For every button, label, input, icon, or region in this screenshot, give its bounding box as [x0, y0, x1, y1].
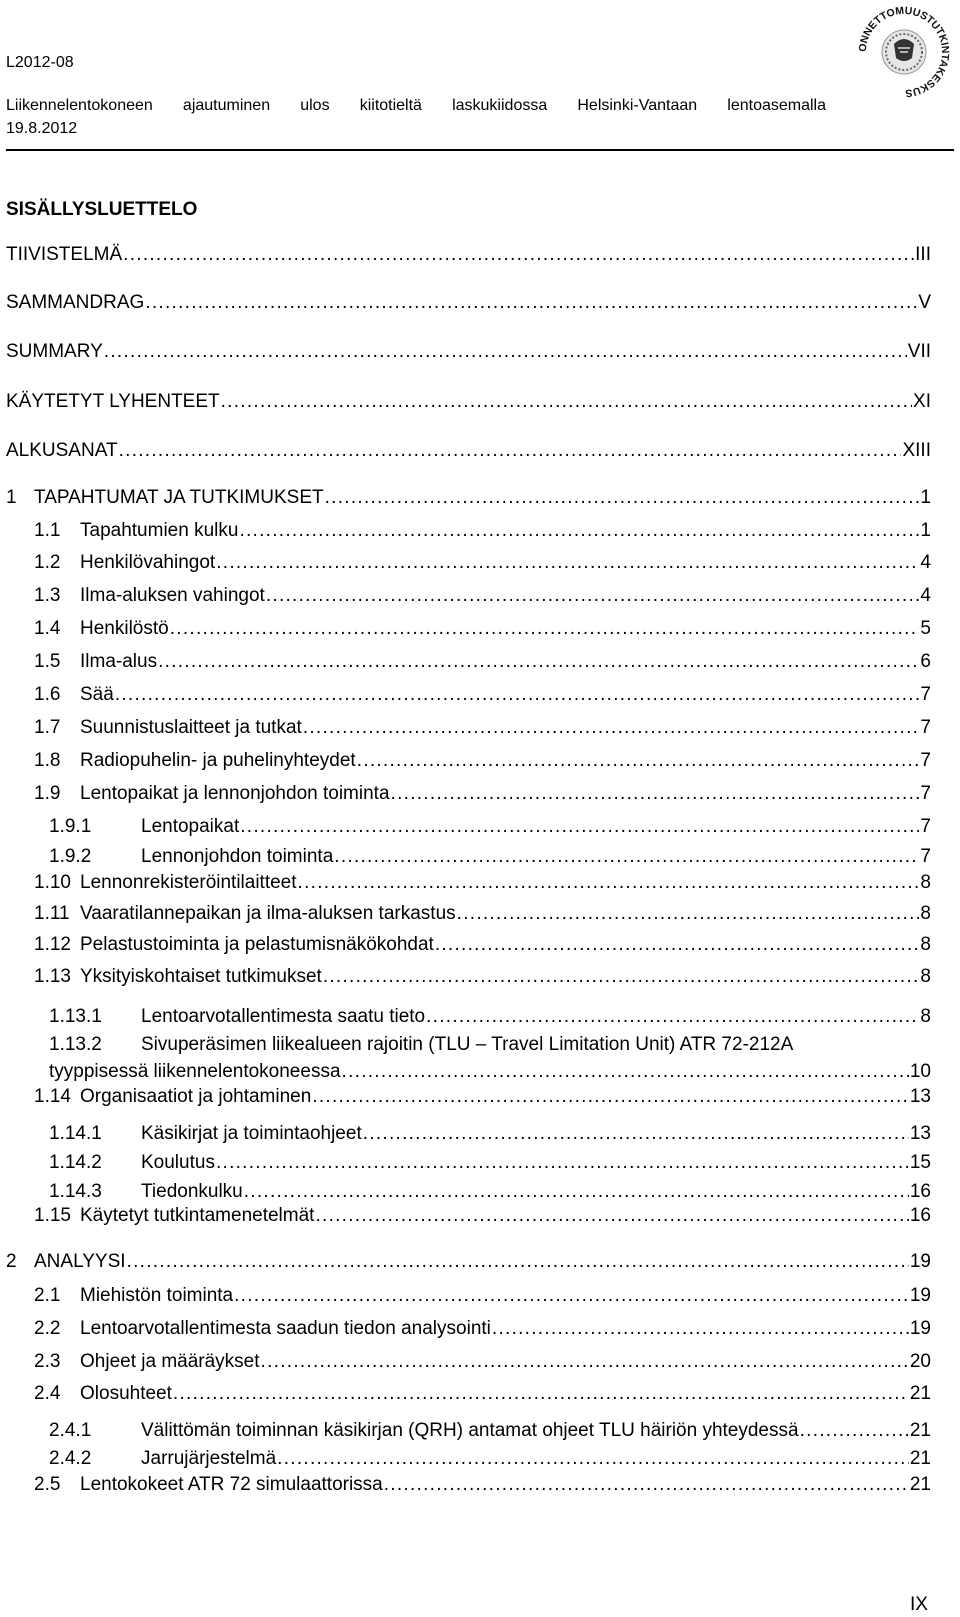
toc-leader-dots [239, 519, 919, 543]
toc-entry-text: Lentopaikat [141, 816, 240, 837]
toc-entry[interactable] [0, 1317, 960, 1341]
toc-leader-dots [357, 749, 920, 773]
toc-entry-text: TAPAHTUMAT JA TUTKIMUKSET [34, 487, 324, 508]
toc-entry[interactable] [0, 390, 960, 414]
toc-entry-page: 21 [909, 1448, 931, 1469]
toc-entry-page: 13 [909, 1086, 931, 1107]
toc-entry-number: 2.4.2 [49, 1448, 92, 1469]
toc-entry-title [49, 1033, 929, 1057]
toc-entry[interactable] [0, 1382, 960, 1406]
toc-entry-number: 1.1 [34, 520, 61, 541]
toc-entry-text: Radiopuhelin- ja puhelinyhteydet [80, 750, 356, 771]
toc-leader-dots [216, 551, 919, 575]
toc-entry-number: 1.5 [34, 651, 61, 672]
toc-entry-number: 1.9 [34, 783, 61, 804]
toc-entry[interactable] [0, 1180, 960, 1204]
toc-entry[interactable] [0, 933, 960, 957]
toc-leader-dots [104, 340, 907, 364]
toc-entry-text: Henkilöstö [80, 618, 169, 639]
toc-entry-number: 1.11 [34, 903, 70, 924]
toc-leader-dots [216, 1151, 909, 1175]
toc-entry[interactable] [0, 291, 960, 315]
toc-entry-page: 8 [920, 934, 931, 955]
toc-entry-page: XIII [902, 440, 931, 461]
toc-entry-page: 1 [920, 487, 931, 508]
toc-entry[interactable] [0, 1005, 960, 1029]
toc-entry-text: Olosuhteet [80, 1383, 172, 1404]
toc-entry-page: 19 [909, 1318, 931, 1339]
toc-entry[interactable] [0, 1085, 960, 1109]
toc-leader-dots [240, 815, 919, 839]
toc-entry-number: 1.13.2 [49, 1034, 102, 1055]
toc-entry-page: 19 [909, 1251, 931, 1272]
toc-leader-dots [384, 1473, 909, 1497]
toc-entry-number: 2.3 [34, 1351, 61, 1372]
toc-entry-number: 1.8 [34, 750, 61, 771]
toc-entry[interactable] [0, 902, 960, 926]
toc-entry[interactable] [0, 340, 960, 364]
toc-entry-page: 8 [920, 872, 931, 893]
toc-entry[interactable] [0, 749, 960, 773]
toc-leader-dots [277, 1447, 909, 1471]
toc-entry-page: III [915, 244, 931, 265]
toc-entry-text: Ilma-alus [80, 651, 158, 672]
toc-entry-number: 1.15 [34, 1205, 71, 1226]
toc-entry-number: 2.4.1 [49, 1420, 92, 1441]
toc-entry-text: Käytetyt tutkintamenetelmät [80, 1205, 315, 1226]
toc-entry[interactable] [0, 519, 960, 543]
toc-entry-number: 1.7 [34, 717, 61, 738]
toc-entry-number: 1 [6, 487, 17, 508]
toc-leader-dots [303, 716, 920, 740]
toc-entry-text: Ilma-aluksen vahingot [80, 585, 265, 606]
toc-entry-text: Koulutus [141, 1152, 215, 1173]
toc-entry-page: 7 [920, 816, 931, 837]
toc-entry[interactable] [0, 1473, 960, 1497]
toc-entry[interactable] [0, 965, 960, 989]
toc-entry-text: Lentoarvotallentimesta saadun tiedon analysointi [80, 1318, 491, 1339]
toc-entry-number: 1.12 [34, 934, 71, 955]
toc-entry-number: 1.14 [34, 1086, 71, 1107]
toc-entry-text: Lennonrekisteröintilaitteet [80, 872, 297, 893]
toc-entry-page: 6 [920, 651, 931, 672]
toc-entry-text: Lentoarvotallentimesta saatu tieto [141, 1006, 426, 1027]
toc-entry-page: 7 [920, 750, 931, 771]
toc-entry[interactable] [0, 683, 960, 707]
toc-entry-text: ANALYYSI [34, 1251, 126, 1272]
toc-entry-page: XI [913, 391, 931, 412]
toc-entry-page: 21 [909, 1474, 931, 1495]
toc-leader-dots [173, 1382, 909, 1406]
toc-entry-page: 19 [909, 1285, 931, 1306]
toc-leader-dots [323, 965, 920, 989]
toc-entry-page: VII [907, 341, 931, 362]
toc-leader-dots [266, 584, 920, 608]
toc-leader-dots [244, 1180, 909, 1204]
toc-entry-number: 2.5 [34, 1474, 61, 1495]
toc-entry-text: Organisaatiot ja johtaminen [80, 1086, 312, 1107]
toc-entry-number: 1.13 [34, 966, 71, 987]
toc-leader-dots [315, 1204, 908, 1228]
toc-entry-number: 1.6 [34, 684, 61, 705]
toc-leader-dots [363, 1122, 909, 1146]
toc-entry-page: 5 [920, 618, 931, 639]
toc-entry[interactable] [0, 1350, 960, 1374]
toc-entry-text: SAMMANDRAG [6, 292, 145, 313]
report-code: L2012-08 [6, 54, 74, 71]
report-title: Liikennelentokoneen ajautuminen ulos kiitotieltä laskukiidossa Helsinki-Vantaan lentoasemalla [6, 97, 826, 114]
toc-leader-dots [325, 486, 920, 510]
toc-leader-dots [261, 1350, 909, 1374]
toc-entry-number: 1.13.1 [49, 1006, 102, 1027]
toc-entry-text: Pelastustoiminta ja pelastumisnäkökohdat [80, 934, 434, 955]
toc-entry-text: Välittömän toiminnan käsikirjan (QRH) antamat ohjeet TLU häiriön yhteydessä [141, 1420, 799, 1441]
toc-entry-number: 1.9.1 [49, 816, 92, 837]
toc-leader-dots [391, 782, 920, 806]
toc-entry-page: 7 [920, 783, 931, 804]
toc-entry-text: Käsikirjat ja toimintaohjeet [141, 1123, 362, 1144]
toc-entry[interactable] [0, 1250, 960, 1274]
toc-entry-text: Ohjeet ja määräykset [80, 1351, 260, 1372]
toc-entry[interactable] [0, 871, 960, 895]
toc-leader-dots [145, 291, 917, 315]
toc-entry-page: 8 [920, 966, 931, 987]
toc-entry-text: Tiedonkulku [141, 1181, 243, 1202]
toc-entry[interactable] [0, 1204, 960, 1228]
toc-leader-dots [221, 390, 912, 414]
toc-entry-number: 1.14.2 [49, 1152, 102, 1173]
toc-entry-number: 1.2 [34, 552, 61, 573]
toc-entry-number: 1.4 [34, 618, 61, 639]
toc-entry[interactable] [0, 650, 960, 674]
toc-entry-text: Lentopaikat ja lennonjohdon toiminta [80, 783, 390, 804]
toc-entry-text: SUMMARY [6, 341, 103, 362]
toc-entry-text: Sää [80, 684, 114, 705]
toc-leader-dots [426, 1005, 919, 1029]
toc-entry[interactable] [0, 845, 960, 869]
report-date: 19.8.2012 [6, 120, 78, 137]
toc-entry-text: Sivuperäsimen liikealueen rajoitin (TLU – Travel Limitation Unit) ATR 72-212A [141, 1034, 794, 1055]
toc-entry-text: Tapahtumien kulku [80, 520, 239, 541]
toc-leader-dots [435, 933, 920, 957]
toc-entry[interactable] [0, 1447, 960, 1471]
toc-entry-number: 2.1 [34, 1285, 61, 1306]
toc-leader-dots [298, 871, 920, 895]
toc-entry-text: Henkilövahingot [80, 552, 216, 573]
svg-text:ONNETTOMUUSTUTKINTAKESKUS: ONNETTOMUUSTUTKINTAKESKUS [856, 4, 952, 100]
toc-entry-page: 7 [920, 684, 931, 705]
toc-entry[interactable] [0, 486, 960, 510]
toc-entry-text: ALKUSANAT [6, 440, 118, 461]
toc-entry-text: TIIVISTELMÄ [6, 244, 123, 265]
toc-entry-number: 2.4 [34, 1383, 61, 1404]
toc-entry-text: Lentokokeet ATR 72 simulaattorissa [80, 1474, 383, 1495]
toc-entry-page: V [918, 292, 931, 313]
toc-entry-number: 2.2 [34, 1318, 61, 1339]
toc-entry-number: 1.10 [34, 872, 71, 893]
toc-entry-page: 16 [909, 1181, 931, 1202]
toc-entry-page: 16 [909, 1205, 931, 1226]
toc-entry[interactable] [0, 584, 960, 608]
toc-leader-dots [342, 1060, 909, 1084]
toc-leader-dots [334, 845, 919, 869]
toc-entry[interactable] [0, 1060, 960, 1084]
toc-entry-text: Vaaratilannepaikan ja ilma-aluksen tarkastus [80, 903, 456, 924]
toc-leader-dots [492, 1317, 909, 1341]
toc-entry[interactable] [0, 439, 960, 463]
toc-entry-number: 2 [6, 1251, 17, 1272]
toc-entry-page: 7 [920, 717, 931, 738]
toc-entry-page: 7 [920, 846, 931, 867]
toc-entry[interactable] [0, 1419, 960, 1443]
toc-leader-dots [123, 243, 914, 267]
toc-entry-text: KÄYTETYT LYHENTEET [6, 391, 220, 412]
toc-entry-page: 8 [920, 903, 931, 924]
toc-entry-text: Suunnistuslaitteet ja tutkat [80, 717, 302, 738]
toc-entry[interactable] [0, 782, 960, 806]
toc-entry-text-continued: tyyppisessä liikennelentokoneessa [49, 1061, 341, 1082]
toc-entry[interactable] [0, 617, 960, 641]
toc-entry-text: Yksityiskohtaiset tutkimukset [80, 966, 322, 987]
toc-entry-page: 13 [909, 1123, 931, 1144]
toc-entry-page: 21 [909, 1383, 931, 1404]
toc-entry[interactable] [0, 1284, 960, 1308]
toc-entry-text: Lennonjohdon toiminta [141, 846, 334, 867]
toc-leader-dots [800, 1419, 909, 1443]
toc-entry[interactable] [0, 815, 960, 839]
toc-leader-dots [115, 683, 920, 707]
toc-heading: SISÄLLYSLUETTELO [6, 199, 198, 220]
toc-leader-dots [127, 1250, 909, 1274]
toc-leader-dots [457, 902, 920, 926]
toc-entry-number: 1.14.1 [49, 1123, 102, 1144]
toc-entry[interactable] [0, 1122, 960, 1146]
toc-entry-page: 20 [909, 1351, 931, 1372]
toc-entry-page: 4 [920, 585, 931, 606]
toc-entry-page: 15 [909, 1152, 931, 1173]
toc-leader-dots [170, 617, 920, 641]
toc-entry-number: 1.9.2 [49, 846, 92, 867]
toc-entry-text: Jarrujärjestelmä [141, 1448, 277, 1469]
toc-entry-page: 4 [920, 552, 931, 573]
toc-entry-text: Miehistön toiminta [80, 1285, 234, 1306]
toc-entry-page: 1 [920, 520, 931, 541]
toc-entry-page: 21 [909, 1420, 931, 1441]
toc-entry[interactable] [0, 1151, 960, 1175]
toc-entry[interactable] [0, 716, 960, 740]
toc-leader-dots [234, 1284, 909, 1308]
page-number: IX [910, 1594, 928, 1615]
toc-leader-dots [158, 650, 919, 674]
toc-entry-page: 8 [920, 1006, 931, 1027]
toc-entry-page: 10 [909, 1061, 931, 1082]
toc-entry-number: 1.14.3 [49, 1181, 102, 1202]
toc-entry[interactable] [0, 243, 960, 267]
toc-leader-dots [119, 439, 902, 463]
toc-leader-dots [312, 1085, 909, 1109]
toc-entry[interactable] [0, 551, 960, 575]
toc-entry-number: 1.3 [34, 585, 61, 606]
